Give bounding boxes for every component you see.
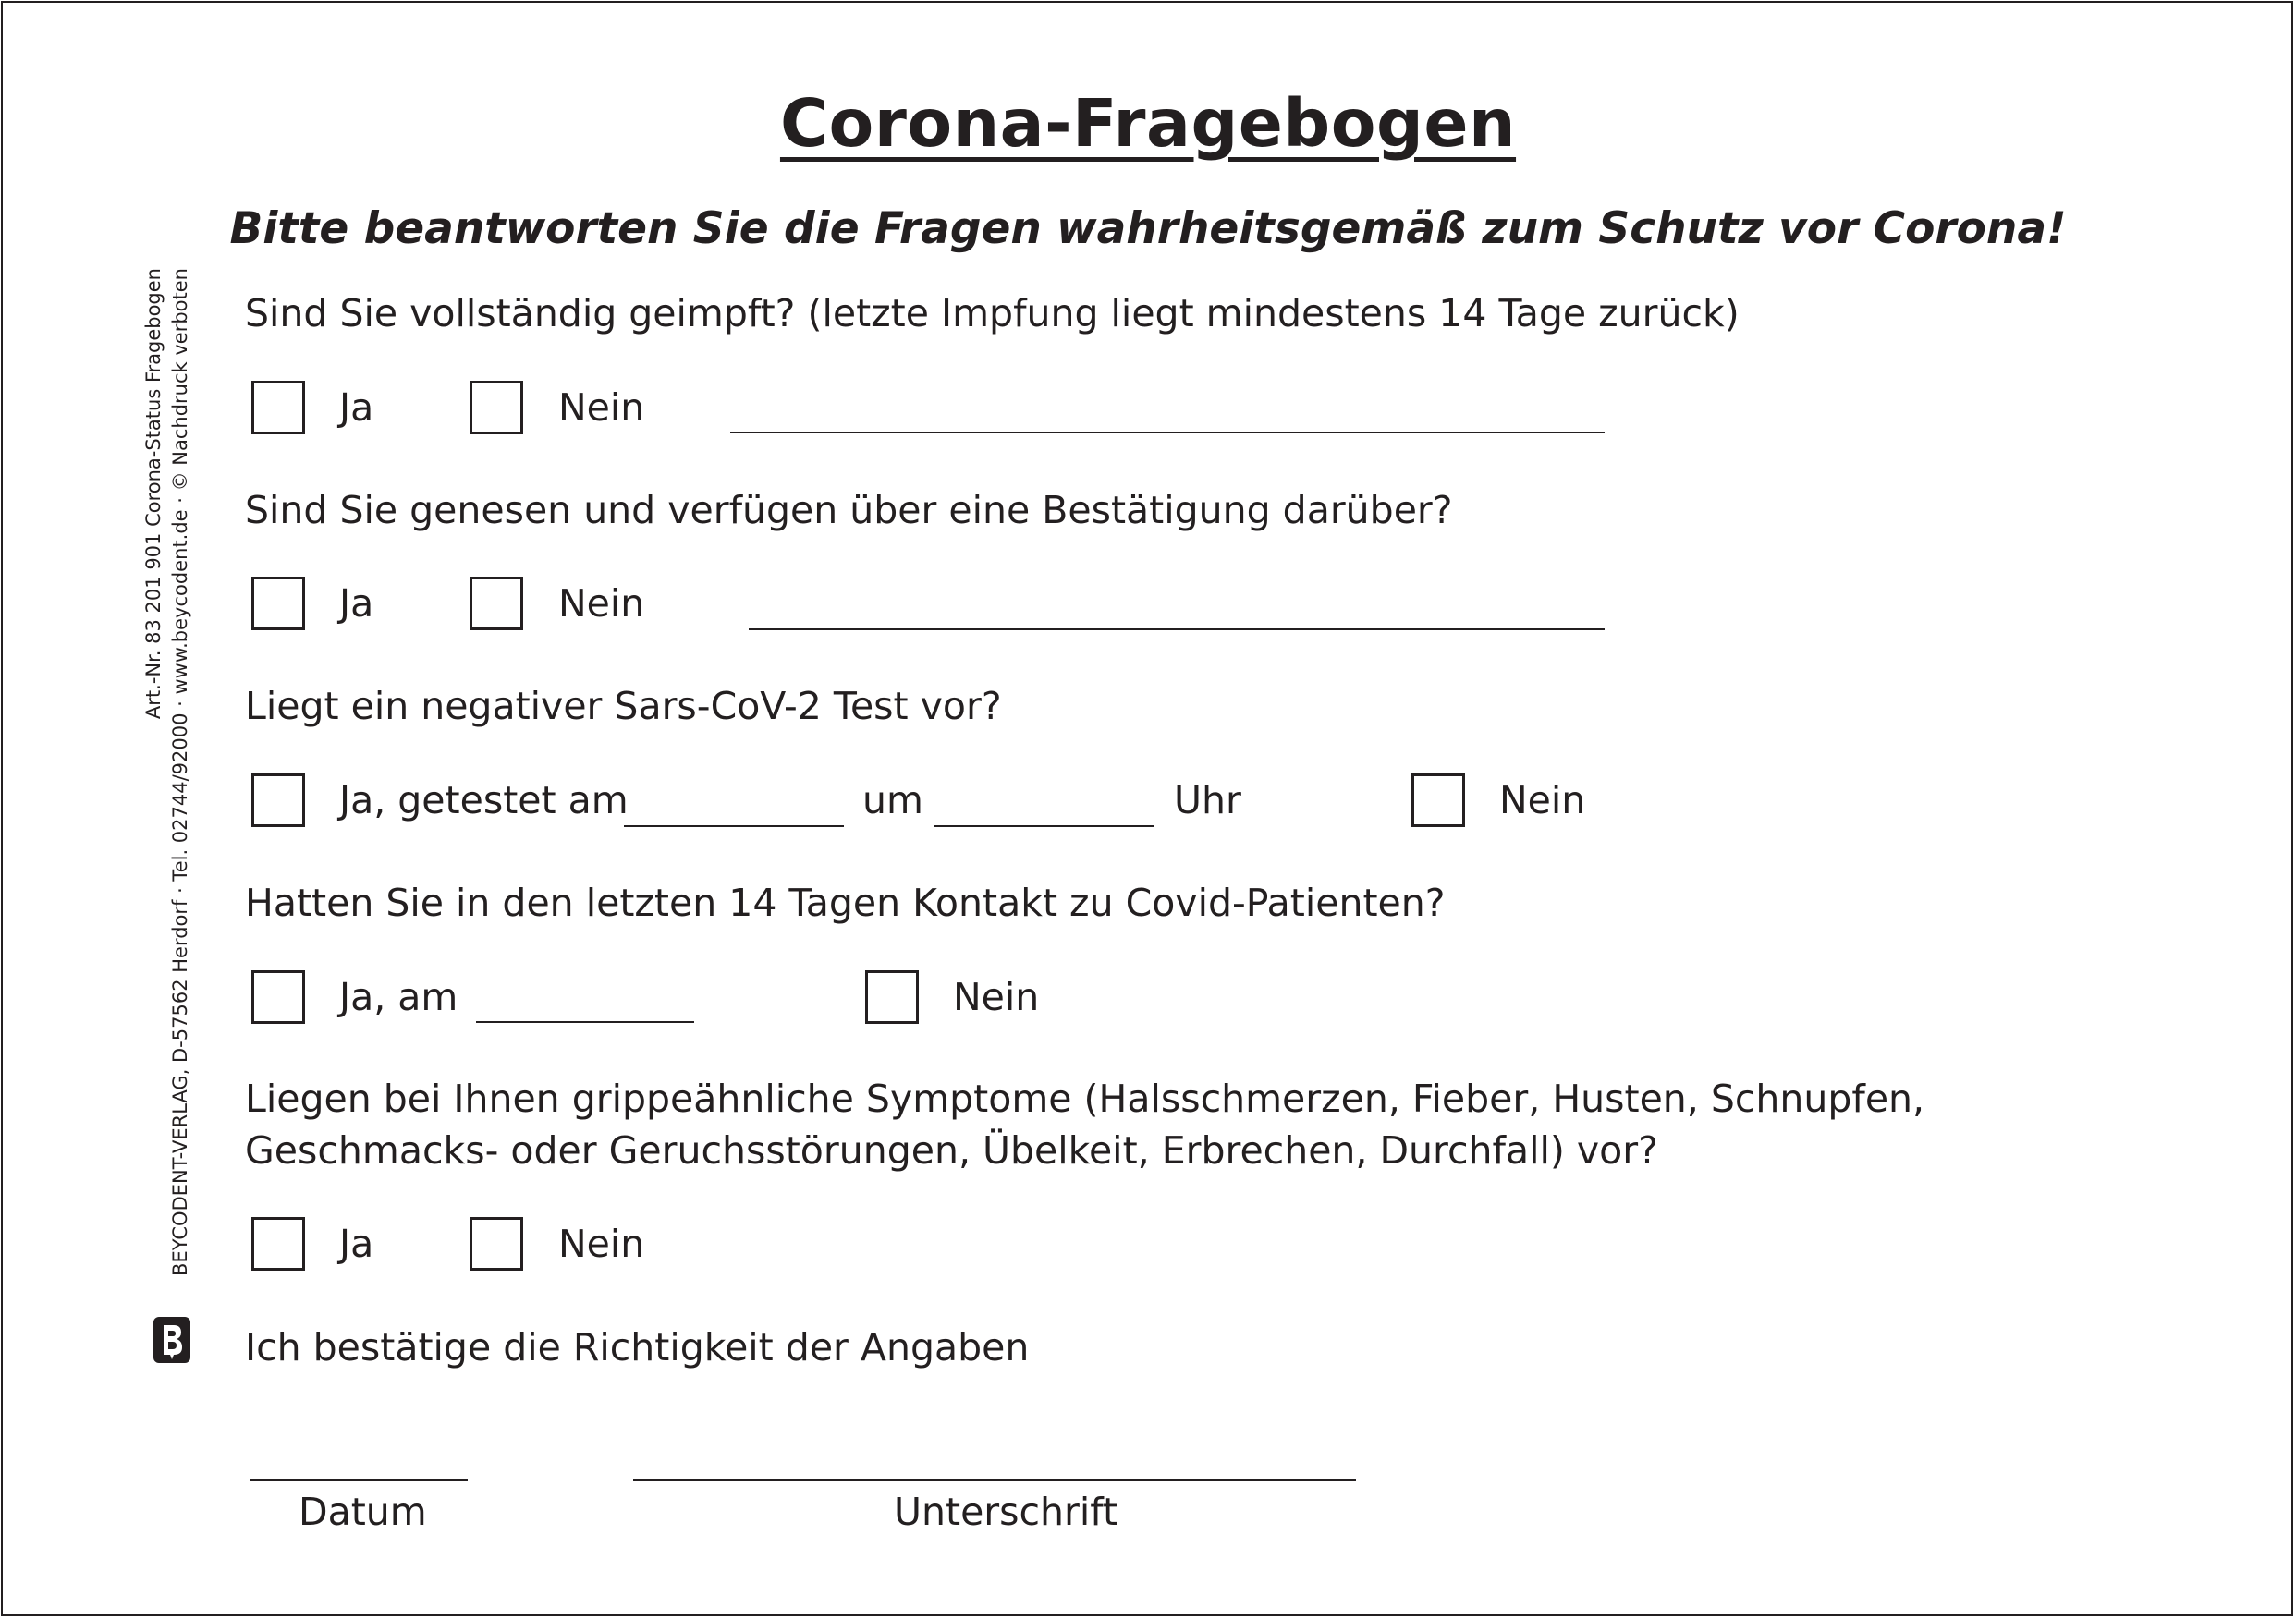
question-4-text: Hatten Sie in den letzten 14 Tagen Kontakt zu Covid-Patienten? bbox=[245, 881, 1446, 925]
question-1-text: Sind Sie vollständig geimpft? (letzte Impfung liegt mindestens 14 Tage zurück) bbox=[245, 291, 1740, 335]
page-subtitle: Bitte beantworten Sie die Fragen wahrheitsgemäß zum Schutz vor Corona! bbox=[229, 203, 2067, 254]
publisher-imprint bbox=[140, 268, 194, 1349]
question-3-no-label: Nein bbox=[1499, 778, 1586, 822]
question-1-note-line[interactable] bbox=[730, 432, 1605, 433]
question-4-date-line[interactable] bbox=[476, 1021, 694, 1023]
question-5-yes-label: Ja bbox=[339, 1222, 374, 1266]
question-1-no-label: Nein bbox=[558, 385, 645, 430]
question-4-yes-checkbox[interactable] bbox=[251, 970, 305, 1024]
question-5-no-checkbox[interactable] bbox=[470, 1217, 523, 1271]
signature-label: Unterschrift bbox=[894, 1490, 1118, 1534]
question-2-yes-label: Ja bbox=[339, 581, 374, 626]
question-3-um-label: um bbox=[862, 778, 923, 822]
question-3-text: Liegt ein negativer Sars-CoV-2 Test vor? bbox=[245, 684, 1002, 728]
question-5-text-line-2: Geschmacks- oder Geruchsstörungen, Übelkeit, Erbrechen, Durchfall) vor? bbox=[245, 1128, 1658, 1173]
question-5-no-label: Nein bbox=[558, 1222, 645, 1266]
confirmation-text: Ich bestätige die Richtigkeit der Angaben bbox=[245, 1325, 1030, 1369]
question-3-yes-label: Ja, getestet am bbox=[339, 778, 629, 822]
imprint-line-1: Art.-Nr. 83 201 901 Corona-Status Fragebogen bbox=[142, 268, 165, 720]
question-1-yes-label: Ja bbox=[339, 385, 374, 430]
question-3-uhr-label: Uhr bbox=[1174, 778, 1241, 822]
question-1-no-checkbox[interactable] bbox=[470, 381, 523, 434]
question-4-no-label: Nein bbox=[953, 975, 1040, 1019]
page-title: Corona-Fragebogen bbox=[779, 85, 1517, 162]
question-4-no-checkbox[interactable] bbox=[865, 970, 919, 1024]
question-3-date-line[interactable] bbox=[624, 825, 844, 827]
question-1-yes-checkbox[interactable] bbox=[251, 381, 305, 434]
date-line[interactable] bbox=[250, 1479, 468, 1481]
beycodent-logo-icon bbox=[153, 1317, 190, 1363]
question-5-text-line-1: Liegen bei Ihnen grippeähnliche Symptome (Halsschmerzen, Fieber, Husten, Schnupfen, bbox=[245, 1077, 1925, 1121]
imprint-line-2: BEYCODENT-VERLAG, D-57562 Herdorf · Tel. 02744/92000 · www.beycodent.de · © Nachdruck verboten bbox=[169, 268, 191, 1276]
date-label: Datum bbox=[299, 1490, 427, 1534]
question-2-no-label: Nein bbox=[558, 581, 645, 626]
question-2-note-line[interactable] bbox=[749, 628, 1605, 630]
question-5-yes-checkbox[interactable] bbox=[251, 1217, 305, 1271]
question-2-text: Sind Sie genesen und verfügen über eine Bestätigung darüber? bbox=[245, 488, 1453, 532]
question-4-yes-label: Ja, am bbox=[339, 975, 458, 1019]
question-2-no-checkbox[interactable] bbox=[470, 577, 523, 630]
signature-line[interactable] bbox=[633, 1479, 1356, 1481]
question-3-yes-checkbox[interactable] bbox=[251, 773, 305, 827]
question-3-time-line[interactable] bbox=[934, 825, 1154, 827]
question-3-no-checkbox[interactable] bbox=[1411, 773, 1465, 827]
question-2-yes-checkbox[interactable] bbox=[251, 577, 305, 630]
